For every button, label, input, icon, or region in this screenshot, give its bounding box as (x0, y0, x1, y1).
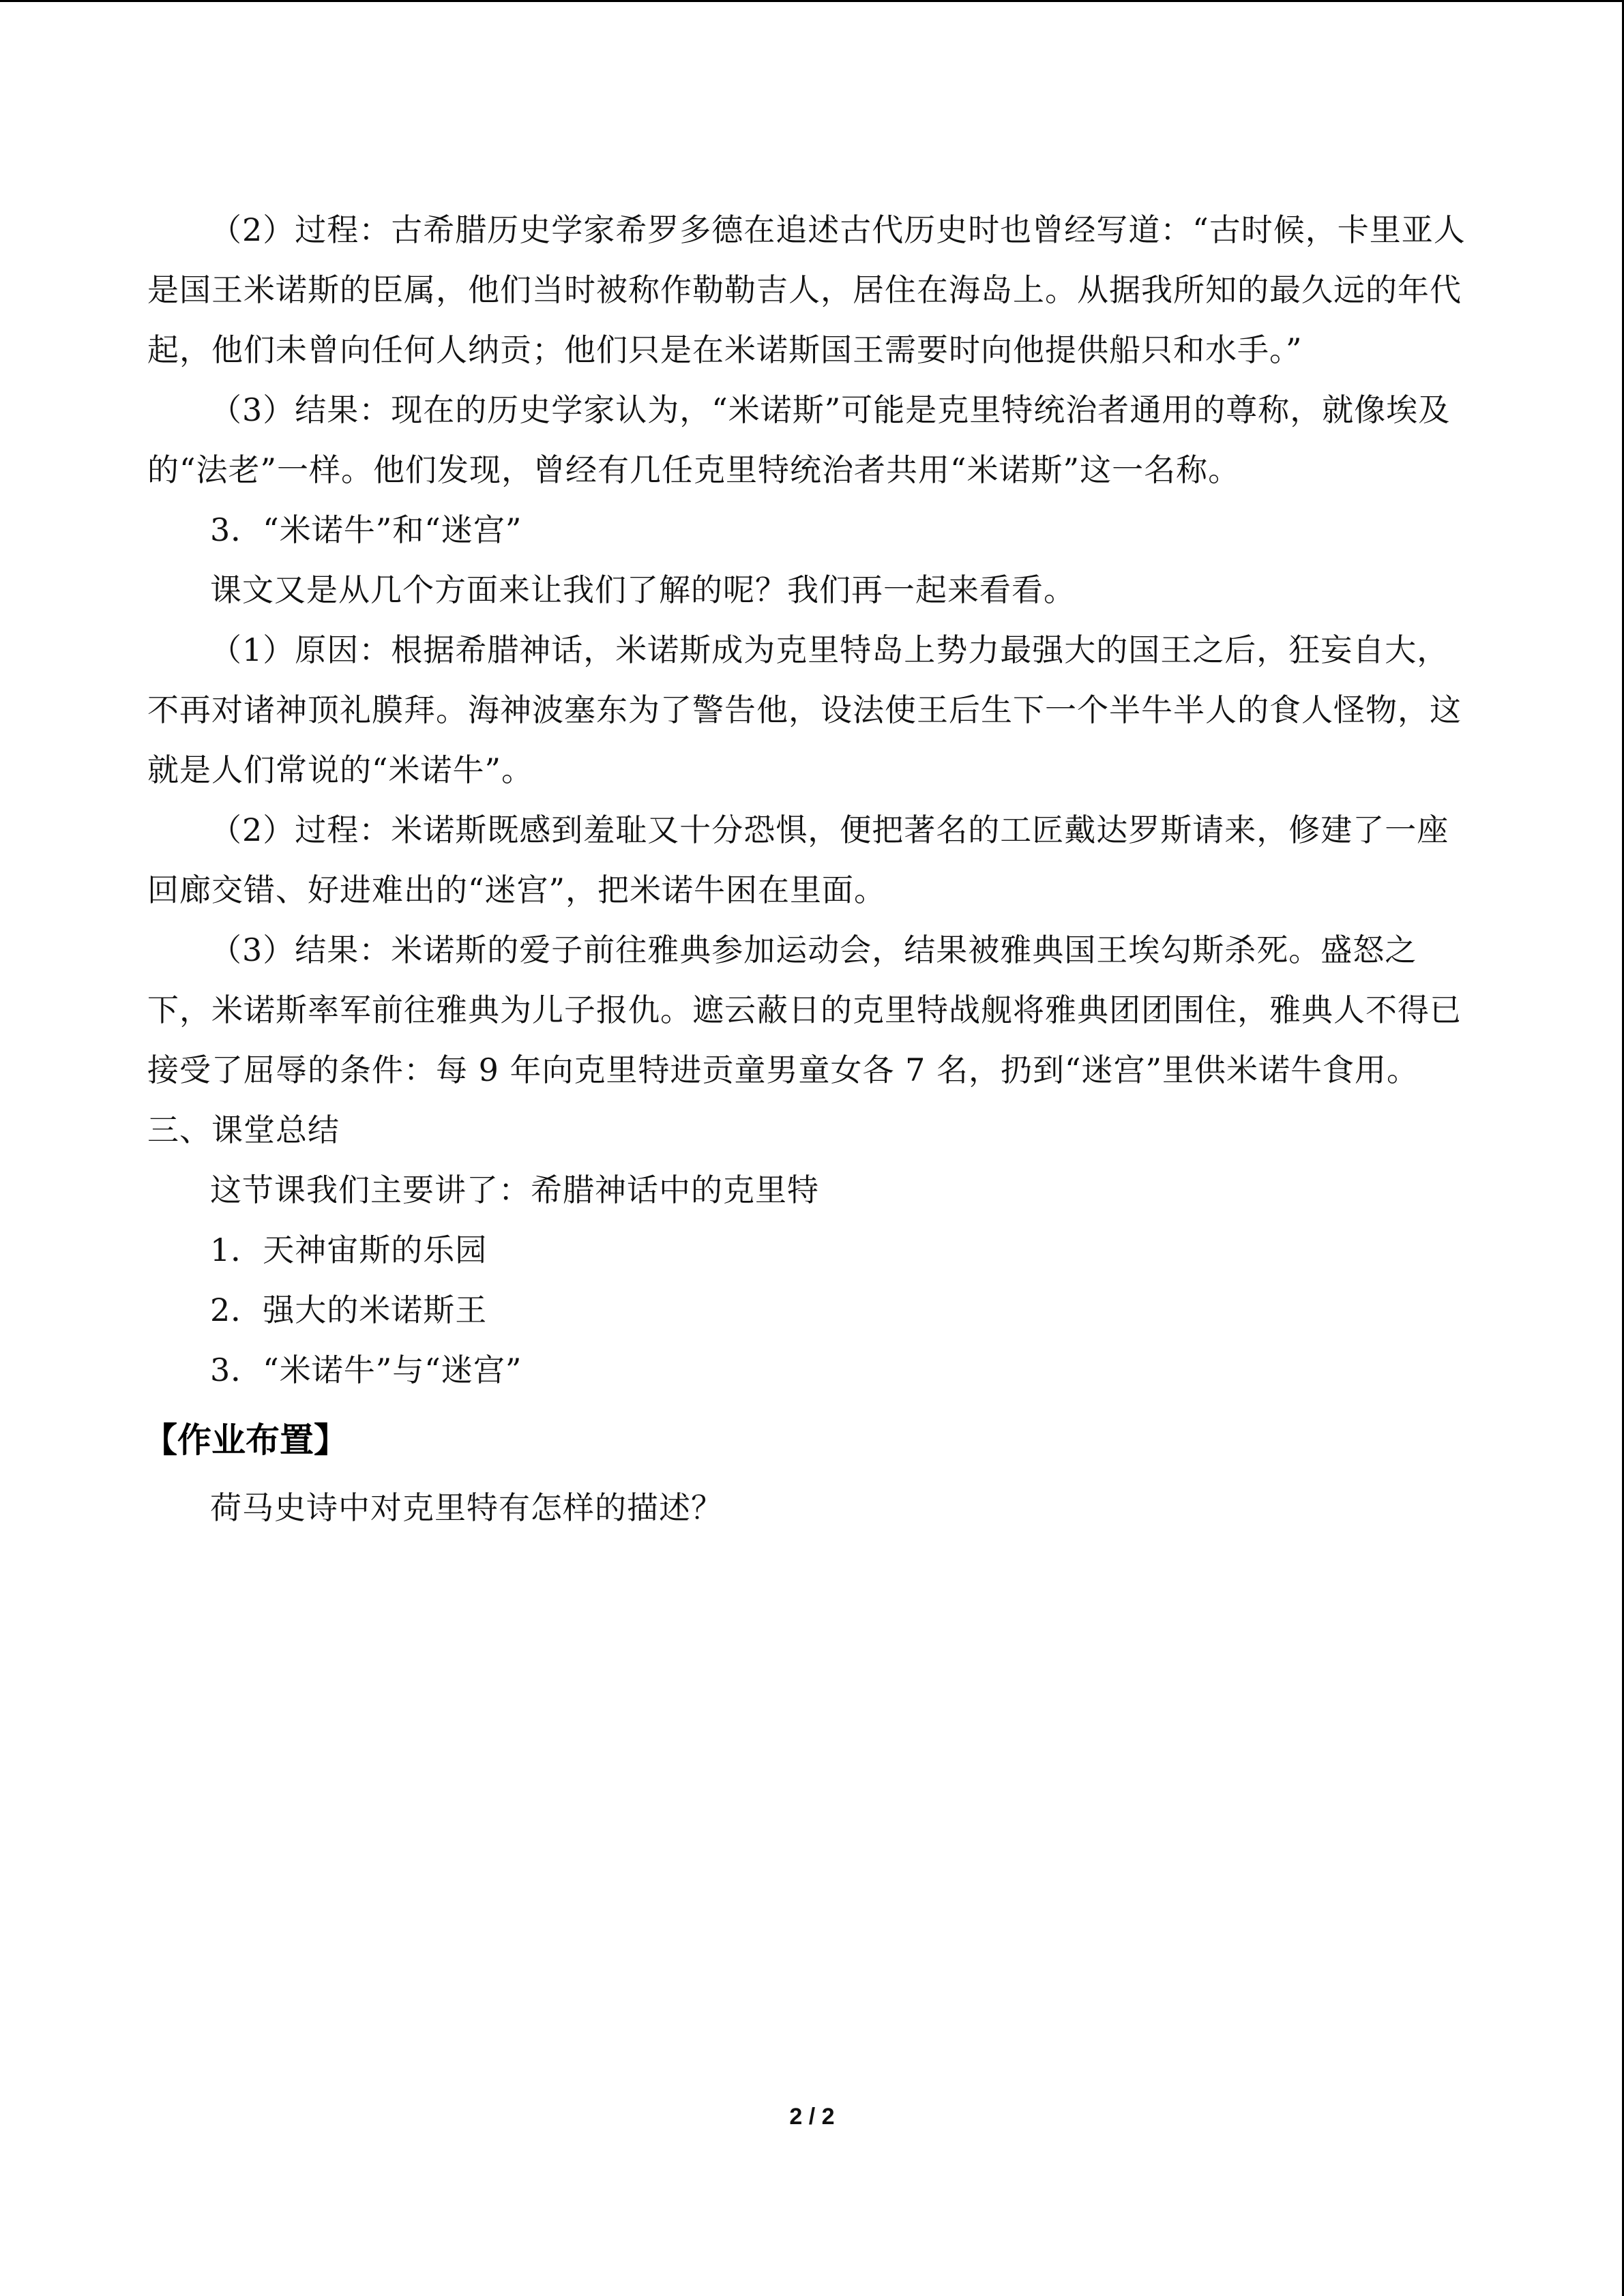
summary-item: 3．“米诺牛”与“迷宫” (210, 1352, 522, 1388)
paragraph-result-minos-title: （3）结果：现在的历史学家认为，“米诺斯”可能是克里特统治者通用的尊称，就像埃及的“法老”一样。他们发现，曾经有几任克里特统治者共用“米诺斯”这一名称。 (147, 391, 1451, 488)
paragraph-intro-question: 课文又是从几个方面来让我们了解的呢？我们再一起来看看。 (210, 571, 1076, 608)
paragraph-process-herodotus: （2）过程：古希腊历史学家希罗多德在追述古代历史时也曾经写道：“古时候，卡里亚人是国王米诺斯的臣属，他们当时被称作勒勒吉人，居住在海岛上。从据我所知的最久远的年代起，他们未曾向任何人纳贡；他们只是在米诺斯国王需要时向他提供船只和水手。” (147, 211, 1466, 368)
section-heading-minotaur-labyrinth: 3．“米诺牛”和“迷宫” (210, 511, 522, 548)
paragraph-result-tribute: （3）结果：米诺斯的爱子前往雅典参加运动会，结果被雅典国王埃勾斯杀死。盛怒之下，米诺斯率军前往雅典为儿子报仇。遮云蔽日的克里特战舰将雅典团团围住，雅典人不得已接受了屈辱的条件：每 9 年向克里特进贡童男童女各 7 名，扔到“迷宫”里供米诺牛食用。 (147, 931, 1462, 1088)
paragraph-process-labyrinth: （2）过程：米诺斯既感到羞耻又十分恐惧，便把著名的工匠戴达罗斯请来，修建了一座回廊交错、好进难出的“迷宫”，把米诺牛困在里面。 (147, 811, 1449, 908)
summary-heading: 三、课堂总结 (147, 1112, 340, 1148)
summary-item: 2．强大的米诺斯王 (210, 1292, 488, 1328)
page-content (143, 200, 1477, 1538)
homework-text: 荷马史诗中对克里特有怎样的描述？ (210, 1489, 723, 1526)
paragraph-cause: （1）原因：根据希腊神话，米诺斯成为克里特岛上势力最强大的国王之后，狂妄自大，不再对诸神顶礼膜拜。海神波塞东为了警告他，设法使王后生下一个半牛半人的食人怪物，这就是人们常说的“米诺牛”。 (147, 631, 1462, 788)
summary-item: 1．天神宙斯的乐园 (210, 1232, 488, 1268)
homework-heading: 【作业布置】 (143, 1420, 348, 1460)
summary-intro: 这节课我们主要讲了：希腊神话中的克里特 (210, 1172, 819, 1208)
page-number: 2 / 2 (789, 2104, 835, 2130)
